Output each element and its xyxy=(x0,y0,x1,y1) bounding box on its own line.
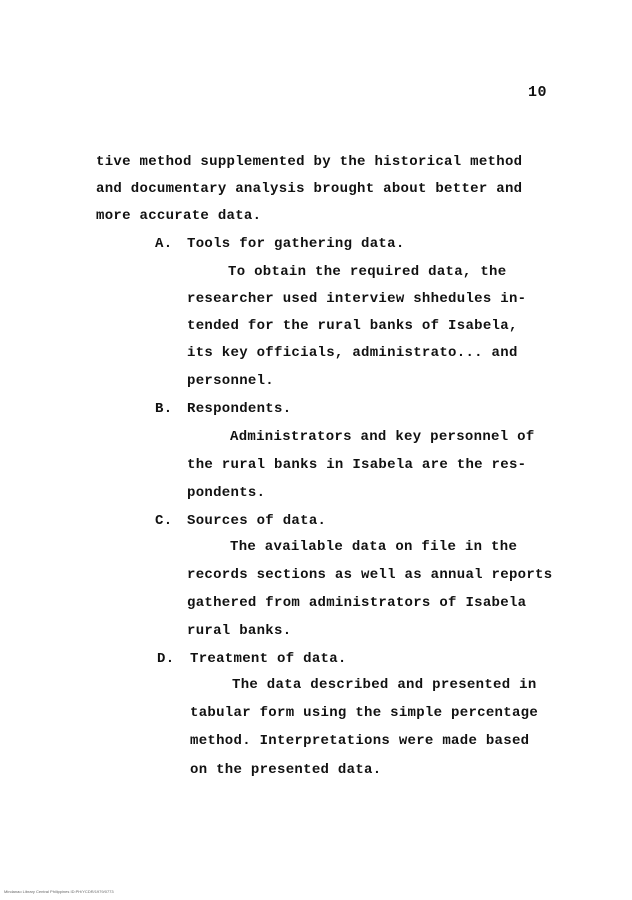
section-a-line: To obtain the required data, the xyxy=(228,264,507,280)
section-a-heading: Tools for gathering data. xyxy=(187,236,405,252)
section-c-heading: Sources of data. xyxy=(187,513,327,529)
section-c-line: gathered from administrators of Isabela xyxy=(187,595,527,611)
intro-line: and documentary analysis brought about better and xyxy=(96,181,523,197)
scan-footer: Mindanao Library Central Philippines ID:PH/YCDR/1979/0773 xyxy=(4,889,114,894)
section-d-letter: D. xyxy=(157,651,175,667)
section-c-line: The available data on file in the xyxy=(230,539,518,555)
section-b-letter: B. xyxy=(155,401,173,417)
section-a-letter: A. xyxy=(155,236,173,252)
section-a-line: its key officials, administrato... and xyxy=(187,345,518,361)
section-d-line: tabular form using the simple percentage xyxy=(190,705,539,721)
section-d-line: method. Interpretations were made based xyxy=(190,733,530,749)
section-b-line: Administrators and key personnel of xyxy=(230,429,535,445)
section-b-line: pondents. xyxy=(187,485,266,501)
intro-line: tive method supplemented by the historical method xyxy=(96,154,523,170)
section-a-line: personnel. xyxy=(187,373,275,389)
section-a-line: tended for the rural banks of Isabela, xyxy=(187,318,518,334)
section-d-heading: Treatment of data. xyxy=(190,651,347,667)
section-d-line: on the presented data. xyxy=(190,762,382,778)
section-c-letter: C. xyxy=(155,513,173,529)
section-a-line: researcher used interview shhedules in- xyxy=(187,291,527,307)
section-b-heading: Respondents. xyxy=(187,401,292,417)
section-b-line: the rural banks in Isabela are the res- xyxy=(187,457,527,473)
section-c-line: records sections as well as annual reports xyxy=(187,567,553,583)
section-c-line: rural banks. xyxy=(187,623,292,639)
section-d-line: The data described and presented in xyxy=(232,677,537,693)
intro-line: more accurate data. xyxy=(96,208,262,224)
page-number: 10 xyxy=(528,84,548,101)
